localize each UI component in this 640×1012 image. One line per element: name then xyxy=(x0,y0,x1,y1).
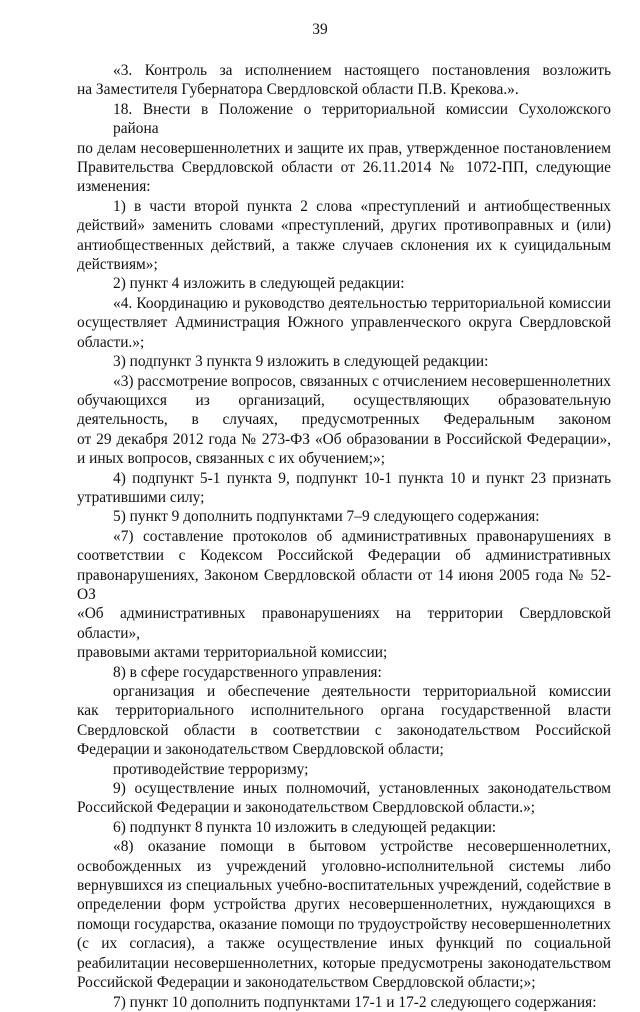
paragraph xyxy=(77,197,611,275)
text-line: действий» заменить словами «преступлений, других противоправных и (или) xyxy=(77,217,611,235)
paragraph xyxy=(77,818,611,837)
text-line: 2) пункт 4 изложить в следующей редакции: xyxy=(113,275,405,293)
text-line: от 29 декабря 2012 года № 273-ФЗ «Об образовании в Российской Федерации», xyxy=(77,430,611,448)
text-line: 8) в сфере государственного управления: xyxy=(113,663,382,681)
paragraph xyxy=(77,760,611,779)
text-line: освобожденных из учреждений уголовно-исполнительной системы либо xyxy=(77,857,611,875)
text-line: Федерации и законодательством Свердловской области; xyxy=(77,741,444,759)
text-line: обучающихся из организаций, осуществляющих образовательную xyxy=(77,391,611,409)
text-line: области.»; xyxy=(77,333,145,351)
paragraph xyxy=(77,352,611,371)
text-line: «7) составление протоколов об административных правонарушениях в xyxy=(113,527,611,545)
paragraph xyxy=(77,469,611,508)
text-line: «3) рассмотрение вопросов, связанных с отчислением несовершеннолетних xyxy=(113,372,611,390)
text-line: 5) пункт 9 дополнить подпунктами 7–9 следующего содержания: xyxy=(113,508,540,526)
paragraph xyxy=(77,837,611,992)
paragraph xyxy=(77,993,611,1012)
text-line: помощи государства, оказание помощи по трудоустройству несовершеннолетних xyxy=(77,915,611,933)
paragraph xyxy=(77,663,611,682)
text-line: 6) подпункт 8 пункта 10 изложить в следующей редакции: xyxy=(113,818,497,836)
text-line: организация и обеспечение деятельности территориальной комиссии xyxy=(113,683,611,700)
text-line: «3. Контроль за исполнением настоящего постановления возложить xyxy=(113,62,611,79)
text-line: противодействие терроризму; xyxy=(113,760,309,778)
text-line: по делам несовершеннолетних и защите их прав, утвержденное постановлением xyxy=(77,139,611,157)
paragraph xyxy=(77,274,611,293)
paragraph xyxy=(77,779,611,818)
paragraph xyxy=(77,372,611,469)
text-line: «8) оказание помощи в бытовом устройстве несовершеннолетних, xyxy=(113,838,611,856)
document-body xyxy=(77,61,611,1012)
text-line: «Об административных правонарушениях на территории Свердловской области», xyxy=(77,605,611,642)
paragraph xyxy=(77,294,611,352)
text-line: Российской Федерации и законодательством Свердловской области;»; xyxy=(77,974,536,992)
text-line: 4) подпункт 5-1 пункта 9, подпункт 10-1 пункта 10 и пункт 23 признать xyxy=(113,469,611,487)
text-line: антиобщественных действий, а также случаев склонения их к суицидальным xyxy=(77,236,611,254)
paragraph xyxy=(77,507,611,526)
text-line: вернувшихся из специальных учебно-воспитательных учреждений, содействие в xyxy=(77,877,611,895)
text-line: реабилитации несовершеннолетних, которые предусмотрены законодательством xyxy=(77,954,611,972)
paragraph xyxy=(77,100,611,197)
text-line: деятельность, в случаях, предусмотренных Федеральным законом xyxy=(77,411,611,429)
page-number: 39 xyxy=(312,21,328,38)
text-line: на Заместителя Губернатора Свердловской области П.В. Крекова.». xyxy=(77,81,519,99)
text-line: 9) осуществление иных полномочий, установленных законодательством xyxy=(113,780,611,798)
text-line: как территориального исполнительного органа государственной власти xyxy=(77,702,611,720)
text-line: утратившими силу; xyxy=(77,488,205,506)
text-line: соответствии с Кодексом Российской Федерации об административных xyxy=(77,547,611,565)
text-line: 1) в части второй пункта 2 слова «преступлений и антиобщественных xyxy=(113,197,611,215)
text-line: правонарушениях, Законом Свердловской области от 14 июня 2005 года № 52-ОЗ xyxy=(77,566,611,603)
text-line: Правительства Свердловской области от 26.11.2014 № 1072-ПП, следующие xyxy=(77,159,611,177)
text-line: действиям»; xyxy=(77,256,158,274)
text-line: и иных вопросов, связанных с их обучением;»; xyxy=(77,450,385,468)
text-line: «4. Координацию и руководство деятельностью территориальной комиссии xyxy=(113,294,611,312)
text-line: 18. Внести в Положение о территориальной комиссии Сухоложского района xyxy=(113,100,611,138)
text-line: определении форм устройства других несовершеннолетних, нуждающихся в xyxy=(77,896,611,914)
text-line: правовыми актами территориальной комиссии; xyxy=(77,644,388,662)
text-line: 3) подпункт 3 пункта 9 изложить в следующей редакции: xyxy=(113,353,489,371)
paragraph xyxy=(77,61,611,100)
text-line: осуществляет Администрация Южного управленческого округа Свердловской xyxy=(77,314,611,332)
text-line: изменения: xyxy=(77,178,151,196)
paragraph xyxy=(77,527,611,663)
text-line: (с их согласия), а также осуществление иных функций по социальной xyxy=(77,935,611,953)
text-line: 7) пункт 10 дополнить подпунктами 17-1 и 17-2 следующего содержания: xyxy=(113,993,597,1011)
text-line: Свердловской области в соответствии с законодательством Российской xyxy=(77,721,611,739)
paragraph xyxy=(77,682,611,760)
text-line: Российской Федерации и законодательством Свердловской области.»; xyxy=(77,799,536,817)
